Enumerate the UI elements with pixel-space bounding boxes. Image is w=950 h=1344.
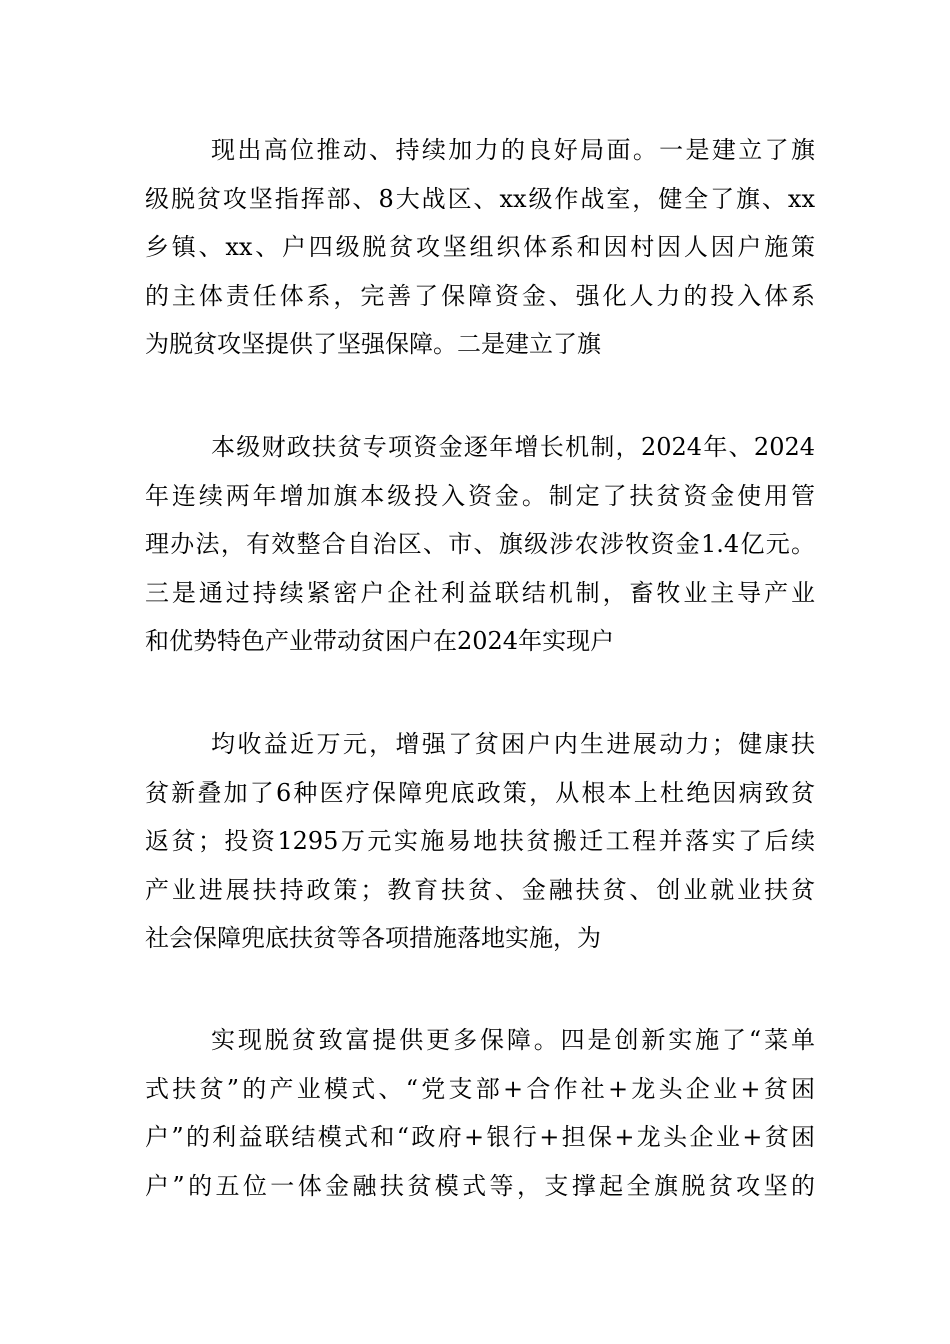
paragraph-line: 实现脱贫致富提供更多保障。四是创新实施了“菜单 bbox=[211, 1026, 815, 1054]
paragraph-line: 理办法，有效整合自治区、市、旗级涉农涉牧资金1.4亿元。 bbox=[145, 530, 815, 558]
paragraph-line: 的主体责任体系，完善了保障资金、强化人力的投入体系 bbox=[145, 281, 815, 310]
paragraph-line: 年连续两年增加旗本级投入资金。制定了扶贫资金使用管 bbox=[145, 481, 815, 510]
paragraph-line: 贫新叠加了6种医疗保障兜底政策，从根本上杜绝因病致贫 bbox=[145, 778, 815, 807]
paragraph-line: 户”的五位一体金融扶贫模式等，支撑起全旗脱贫攻坚的 bbox=[145, 1171, 815, 1200]
paragraph-line: 产业进展扶持政策；教育扶贫、金融扶贫、创业就业扶贫 bbox=[145, 875, 815, 904]
paragraph-line: 和优势特色产业带动贫困户在2024年实现户 bbox=[145, 627, 615, 655]
paragraph-line: 均收益近万元，增强了贫困户内生进展动力；健康扶 bbox=[211, 730, 815, 758]
paragraph-line: 三是通过持续紧密户企社利益联结机制，畜牧业主导产业 bbox=[145, 578, 815, 607]
paragraph-2 bbox=[145, 423, 815, 666]
paragraph-line: 户”的利益联结模式和“政府+银行+担保+龙头企业+贫困 bbox=[145, 1123, 815, 1151]
paragraph-1 bbox=[145, 126, 815, 369]
paragraph-line: 本级财政扶贫专项资金逐年增长机制，2024年、2024 bbox=[211, 433, 815, 461]
paragraph-line: 为脱贫攻坚提供了坚强保障。二是建立了旗 bbox=[145, 330, 601, 358]
paragraph-3 bbox=[145, 720, 815, 963]
paragraph-line: 现出高位推动、持续加力的良好局面。一是建立了旗 bbox=[211, 136, 815, 164]
paragraph-line: 社会保障兜底扶贫等各项措施落地实施，为 bbox=[145, 924, 601, 952]
paragraph-line: 乡镇、xx、户四级脱贫攻坚组织体系和因村因人因户施策 bbox=[145, 233, 815, 261]
paragraph-line: 返贫；投资1295万元实施易地扶贫搬迁工程并落实了后续 bbox=[145, 827, 815, 855]
paragraph-line: 级脱贫攻坚指挥部、8大战区、xx级作战室，健全了旗、xx bbox=[145, 184, 815, 213]
paragraph-4 bbox=[145, 1016, 815, 1210]
paragraph-line: 式扶贫”的产业模式、“党支部+合作社+龙头企业+贫困 bbox=[145, 1074, 815, 1103]
